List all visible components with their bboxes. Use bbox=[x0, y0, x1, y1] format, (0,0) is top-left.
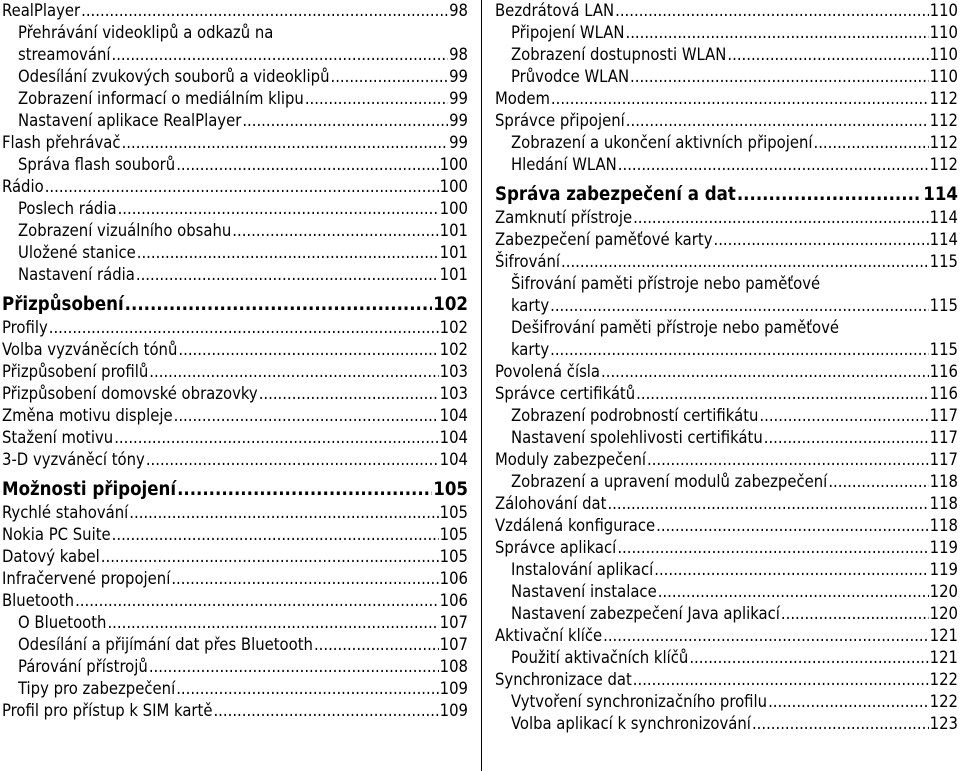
toc-page-number: 105 bbox=[439, 503, 468, 522]
toc-page-number: 112 bbox=[929, 155, 958, 174]
toc-entry[interactable] bbox=[495, 647, 958, 669]
toc-entry-title: RealPlayer bbox=[2, 1, 81, 20]
leader-dots bbox=[171, 568, 438, 590]
toc-entry[interactable] bbox=[2, 427, 468, 449]
toc-entry-title: Zabezpečení paměťové karty bbox=[495, 230, 713, 249]
toc-entry[interactable] bbox=[2, 88, 468, 110]
toc-entry[interactable] bbox=[495, 251, 958, 273]
leader-dots bbox=[125, 293, 433, 317]
toc-entry[interactable] bbox=[495, 154, 958, 176]
toc-entry[interactable] bbox=[495, 229, 958, 251]
toc-section-heading[interactable] bbox=[495, 183, 958, 207]
leader-dots bbox=[101, 546, 439, 568]
toc-entry-title: Zobrazení dostupnosti WLAN bbox=[511, 45, 727, 64]
toc-page-number: 101 bbox=[439, 265, 468, 284]
toc-page-number: 99 bbox=[449, 133, 468, 152]
toc-page-number: 103 bbox=[439, 384, 468, 403]
leader-dots bbox=[259, 383, 439, 405]
toc-page-number: 102 bbox=[433, 294, 468, 315]
toc-entry[interactable] bbox=[495, 273, 958, 317]
toc-entry[interactable] bbox=[495, 132, 958, 154]
toc-page-number: 102 bbox=[439, 340, 468, 359]
toc-entry[interactable] bbox=[2, 361, 468, 383]
leader-dots bbox=[647, 449, 929, 471]
toc-entry-title: Průvodce WLAN bbox=[511, 67, 630, 86]
column-divider bbox=[481, 0, 482, 771]
toc-section-heading[interactable] bbox=[2, 293, 468, 317]
leader-dots bbox=[242, 110, 448, 132]
toc-page-number: 122 bbox=[929, 670, 958, 689]
toc-entry[interactable] bbox=[495, 449, 958, 471]
toc-entry[interactable] bbox=[2, 700, 468, 722]
toc-entry[interactable] bbox=[495, 88, 958, 110]
leader-dots bbox=[781, 603, 929, 625]
leader-dots bbox=[314, 634, 439, 656]
leader-dots bbox=[764, 427, 929, 449]
toc-entry-title: Modem bbox=[495, 89, 550, 108]
toc-entry-title: Přizpůsobení bbox=[2, 294, 124, 315]
toc-page-number: 108 bbox=[439, 657, 468, 676]
leader-dots bbox=[331, 66, 449, 88]
leader-dots bbox=[633, 207, 929, 229]
toc-page-number: 100 bbox=[439, 155, 468, 174]
toc-entry[interactable] bbox=[2, 132, 468, 154]
toc-entry-title: Správa zabezpečení a dat bbox=[495, 184, 736, 205]
toc-entry[interactable] bbox=[495, 405, 958, 427]
toc-entry-title: Dešifrování paměti přístroje nebo paměťové bbox=[511, 318, 840, 337]
leader-dots bbox=[176, 154, 438, 176]
toc-page-number: 115 bbox=[929, 252, 958, 271]
toc-page-number: 119 bbox=[929, 560, 958, 579]
toc-page-number: 117 bbox=[929, 428, 958, 447]
leader-dots bbox=[689, 647, 928, 669]
toc-entry-title: Infračervené propojení bbox=[2, 569, 171, 588]
toc-entry[interactable] bbox=[495, 22, 958, 44]
toc-entry[interactable] bbox=[2, 220, 468, 242]
toc-entry-title: Vytvoření synchronizačního profilu bbox=[511, 692, 768, 711]
toc-entry-title: O Bluetooth bbox=[18, 613, 107, 632]
toc-entry-title: Přizpůsobení domovské obrazovky bbox=[2, 384, 258, 403]
leader-dots bbox=[137, 242, 439, 264]
leader-dots bbox=[107, 612, 438, 634]
toc-entry[interactable] bbox=[2, 502, 468, 524]
leader-dots bbox=[828, 471, 928, 493]
leader-dots bbox=[618, 154, 929, 176]
toc-entry[interactable] bbox=[495, 110, 958, 132]
toc-page-number: 106 bbox=[439, 569, 468, 588]
toc-entry-title: Správa flash souborů bbox=[18, 155, 176, 174]
toc-entry[interactable] bbox=[2, 678, 468, 700]
toc-entry[interactable] bbox=[2, 656, 468, 678]
toc-entry-title: Rádio bbox=[2, 177, 44, 196]
leader-dots bbox=[814, 132, 929, 154]
toc-entry[interactable] bbox=[2, 66, 468, 88]
leader-dots bbox=[601, 361, 929, 383]
toc-page-number: 100 bbox=[439, 177, 468, 196]
leader-dots bbox=[49, 317, 439, 339]
toc-entry-title: Stažení motivu bbox=[2, 428, 114, 447]
toc-page-number: 118 bbox=[929, 472, 958, 491]
toc-page-number: 105 bbox=[433, 479, 468, 500]
leader-dots bbox=[112, 524, 439, 546]
toc-page-number: 115 bbox=[929, 340, 958, 359]
toc-entry[interactable] bbox=[495, 427, 958, 449]
toc-entry-title: Nastavení aplikace RealPlayer bbox=[18, 111, 242, 130]
leader-dots bbox=[45, 176, 439, 198]
toc-page-number: 105 bbox=[439, 525, 468, 544]
leader-dots bbox=[607, 493, 928, 515]
toc-entry-title: Správce aplikací bbox=[495, 538, 617, 557]
leader-dots bbox=[111, 44, 448, 66]
toc-entry-title: Nastavení instalace bbox=[511, 582, 657, 601]
toc-entry-title: Vzdálená konfigurace bbox=[495, 516, 656, 535]
toc-entry[interactable] bbox=[495, 537, 958, 559]
toc-entry[interactable] bbox=[495, 669, 958, 691]
toc-entry-title: Instalování aplikací bbox=[511, 560, 654, 579]
toc-entry[interactable] bbox=[2, 242, 468, 264]
toc-entry[interactable] bbox=[495, 361, 958, 383]
toc-entry[interactable] bbox=[495, 691, 958, 713]
leader-dots bbox=[122, 132, 449, 154]
toc-page-number: 112 bbox=[929, 111, 958, 130]
toc-page-number: 114 bbox=[929, 208, 958, 227]
toc-entry-title: Uložené stanice bbox=[18, 243, 136, 262]
toc-entry[interactable] bbox=[2, 264, 468, 286]
toc-entry[interactable] bbox=[495, 383, 958, 405]
leader-dots bbox=[305, 88, 448, 110]
toc-entry-title: Volba vyzváněcích tónů bbox=[2, 340, 178, 359]
leader-dots bbox=[118, 198, 439, 220]
toc-page-number: 114 bbox=[929, 230, 958, 249]
toc-entry[interactable] bbox=[2, 22, 468, 66]
toc-entry[interactable] bbox=[2, 449, 468, 471]
toc-entry[interactable] bbox=[495, 515, 958, 537]
toc-page-number: 101 bbox=[439, 243, 468, 262]
toc-page-number: 104 bbox=[439, 450, 468, 469]
toc-entry[interactable] bbox=[2, 317, 468, 339]
toc-page-number: 110 bbox=[929, 23, 958, 42]
toc-page-number: 109 bbox=[439, 679, 468, 698]
leader-dots bbox=[81, 0, 448, 22]
toc-entry-title: Použití aktivačních klíčů bbox=[511, 648, 689, 667]
leader-dots bbox=[768, 691, 929, 713]
leader-dots bbox=[658, 581, 929, 603]
toc-page-number: 106 bbox=[439, 591, 468, 610]
leader-dots bbox=[149, 656, 439, 678]
toc-entry[interactable] bbox=[495, 66, 958, 88]
toc-entry[interactable] bbox=[2, 154, 468, 176]
toc-entry-title: Bezdrátová LAN bbox=[495, 1, 615, 20]
toc-entry-title: Odesílání a přijímání dat přes Bluetooth bbox=[18, 635, 313, 654]
toc-entry-title: Připojení WLAN bbox=[511, 23, 625, 42]
toc-entry-title: Moduly zabezpečení bbox=[495, 450, 646, 469]
toc-entry-title: Profily bbox=[2, 318, 48, 337]
toc-entry-title: Flash přehrávač bbox=[2, 133, 121, 152]
toc-entry-title: Nastavení zabezpečení Java aplikací bbox=[511, 604, 780, 623]
leader-dots bbox=[136, 264, 439, 286]
leader-dots bbox=[752, 713, 929, 735]
toc-entry-title: Zobrazení podrobností certifikátu bbox=[511, 406, 759, 425]
leader-dots bbox=[636, 383, 929, 405]
toc-entry-title-cont: streamování bbox=[18, 45, 111, 64]
leader-dots bbox=[654, 559, 928, 581]
toc-page-number: 103 bbox=[439, 362, 468, 381]
toc-entry[interactable] bbox=[2, 590, 468, 612]
toc-entry[interactable] bbox=[495, 0, 958, 22]
toc-page-number: 99 bbox=[449, 67, 468, 86]
toc-entry-title: Zobrazení vizuálního obsahu bbox=[18, 221, 232, 240]
toc-entry[interactable] bbox=[2, 546, 468, 568]
toc-entry-title: Volba aplikací k synchronizování bbox=[511, 714, 751, 733]
toc-entry-title: Zobrazení a ukončení aktivních připojení bbox=[511, 133, 813, 152]
leader-dots bbox=[617, 537, 928, 559]
toc-entry-title: Šifrování paměti přístroje nebo paměťové bbox=[511, 274, 821, 293]
toc-section-heading[interactable] bbox=[2, 478, 468, 502]
toc-entry-title: Zobrazení informací o mediálním klipu bbox=[18, 89, 304, 108]
toc-entry[interactable] bbox=[2, 568, 468, 590]
toc-entry-title: Profil pro přístup k SIM kartě bbox=[2, 701, 213, 720]
toc-page-number: 110 bbox=[929, 45, 958, 64]
toc-page-number: 117 bbox=[929, 406, 958, 425]
leader-dots bbox=[146, 449, 439, 471]
toc-page-number: 118 bbox=[929, 494, 958, 513]
toc-page-number: 104 bbox=[439, 406, 468, 425]
toc-page-number: 99 bbox=[449, 89, 468, 108]
leader-dots bbox=[75, 590, 439, 612]
toc-entry-title: Nastavení spolehlivosti certifikátu bbox=[511, 428, 763, 447]
toc-entry-title: Správce připojení bbox=[495, 111, 625, 130]
toc-entry[interactable] bbox=[495, 559, 958, 581]
toc-page-number: 116 bbox=[929, 384, 958, 403]
toc-entry[interactable] bbox=[2, 176, 468, 198]
toc-entry[interactable] bbox=[2, 339, 468, 361]
toc-entry-title: Přizpůsobení profilů bbox=[2, 362, 149, 381]
toc-entry[interactable] bbox=[495, 44, 958, 66]
toc-entry[interactable] bbox=[2, 524, 468, 546]
toc-page-number: 105 bbox=[439, 547, 468, 566]
toc-page-number: 104 bbox=[439, 428, 468, 447]
toc-page-number: 116 bbox=[929, 362, 958, 381]
toc-entry-title-cont: karty bbox=[511, 296, 550, 315]
leader-dots bbox=[603, 625, 929, 647]
toc-page-number: 121 bbox=[929, 648, 958, 667]
toc-entry[interactable] bbox=[2, 383, 468, 405]
toc-entry[interactable] bbox=[2, 405, 468, 427]
toc-page-number: 117 bbox=[929, 450, 958, 469]
toc-page-number: 109 bbox=[439, 701, 468, 720]
toc-entry-title: Správce certifikátů bbox=[495, 384, 636, 403]
leader-dots bbox=[727, 44, 928, 66]
toc-entry-title: 3-D vyzváněcí tóny bbox=[2, 450, 145, 469]
leader-dots bbox=[656, 515, 929, 537]
toc-page-number: 98 bbox=[449, 1, 468, 20]
toc-page-number: 114 bbox=[923, 184, 958, 205]
toc-page-number: 107 bbox=[439, 635, 468, 654]
toc-page-number: 110 bbox=[929, 1, 958, 20]
toc-entry-title: Párování přístrojů bbox=[18, 657, 148, 676]
toc-entry[interactable] bbox=[495, 471, 958, 493]
leader-dots bbox=[178, 339, 438, 361]
toc-entry-title: Hledání WLAN bbox=[511, 155, 617, 174]
toc-entry-title: Nastavení rádia bbox=[18, 265, 135, 284]
leader-dots bbox=[149, 361, 438, 383]
toc-entry-title: Nokia PC Suite bbox=[2, 525, 111, 544]
leader-dots bbox=[759, 405, 928, 427]
toc-entry-title: Rychlé stahování bbox=[2, 503, 129, 522]
toc-entry[interactable] bbox=[495, 493, 958, 515]
leader-dots bbox=[626, 110, 929, 132]
leader-dots bbox=[550, 295, 929, 317]
toc-entry-title: Tipy pro zabezpečení bbox=[18, 679, 176, 698]
toc-entry[interactable] bbox=[2, 198, 468, 220]
toc-page-number: 100 bbox=[439, 199, 468, 218]
leader-dots bbox=[174, 405, 439, 427]
toc-entry-line bbox=[495, 339, 958, 361]
toc-entry-title: Poslech rádia bbox=[18, 199, 117, 218]
toc-entry[interactable] bbox=[2, 110, 468, 132]
toc-entry[interactable] bbox=[2, 612, 468, 634]
leader-dots bbox=[561, 251, 929, 273]
leader-dots bbox=[713, 229, 928, 251]
leader-dots bbox=[550, 339, 929, 361]
toc-page-number: 119 bbox=[929, 538, 958, 557]
toc-entry-line bbox=[2, 44, 468, 66]
toc-page-number: 98 bbox=[449, 45, 468, 64]
toc-entry-title: Přehrávání videoklipů a odkazů na bbox=[18, 23, 274, 42]
toc-page-number: 112 bbox=[929, 89, 958, 108]
toc-entry-title: Změna motivu displeje bbox=[2, 406, 173, 425]
toc-entry-title: Odesílání zvukových souborů a videoklipů bbox=[18, 67, 330, 86]
toc-entry-title: Možnosti připojení bbox=[2, 479, 177, 500]
leader-dots bbox=[615, 0, 929, 22]
toc-page-number: 101 bbox=[439, 221, 468, 240]
toc-entry-title: Zamknutí přístroje bbox=[495, 208, 633, 227]
toc-page-number: 123 bbox=[929, 714, 958, 733]
toc-page-number: 102 bbox=[439, 318, 468, 337]
toc-left-column bbox=[2, 0, 468, 722]
toc-page-number: 112 bbox=[929, 133, 958, 152]
leader-dots bbox=[114, 427, 438, 449]
leader-dots bbox=[177, 478, 432, 502]
toc-entry[interactable] bbox=[495, 625, 958, 647]
toc-entry-title: Synchronizace dat bbox=[495, 670, 632, 689]
toc-right-column bbox=[495, 0, 958, 735]
toc-entry-title: Povolená čísla bbox=[495, 362, 601, 381]
toc-entry[interactable] bbox=[2, 0, 468, 22]
toc-entry-title: Datový kabel bbox=[2, 547, 100, 566]
toc-entry[interactable] bbox=[495, 207, 958, 229]
leader-dots bbox=[633, 669, 929, 691]
toc-entry-title: Šifrování bbox=[495, 252, 561, 271]
toc-entry[interactable] bbox=[495, 581, 958, 603]
toc-page-number: 121 bbox=[929, 626, 958, 645]
leader-dots bbox=[625, 22, 928, 44]
toc-entry[interactable] bbox=[495, 713, 958, 735]
toc-page-number: 99 bbox=[449, 111, 468, 130]
leader-dots bbox=[129, 502, 438, 524]
toc-page-number: 107 bbox=[439, 613, 468, 632]
toc-entry[interactable] bbox=[2, 634, 468, 656]
toc-page-number: 115 bbox=[929, 296, 958, 315]
toc-entry-title: Zálohování dat bbox=[495, 494, 607, 513]
toc-entry-title: Aktivační klíče bbox=[495, 626, 603, 645]
leader-dots bbox=[232, 220, 438, 242]
toc-page-number: 122 bbox=[929, 692, 958, 711]
toc-page-number: 118 bbox=[929, 516, 958, 535]
toc-page-number: 120 bbox=[929, 604, 958, 623]
toc-entry-title: Zobrazení a upravení modulů zabezpečení bbox=[511, 472, 828, 491]
leader-dots bbox=[213, 700, 438, 722]
toc-page-number: 110 bbox=[929, 67, 958, 86]
leader-dots bbox=[737, 183, 922, 207]
leader-dots bbox=[176, 678, 438, 700]
toc-entry-title: Bluetooth bbox=[2, 591, 75, 610]
toc-entry[interactable] bbox=[495, 317, 958, 361]
leader-dots bbox=[551, 88, 929, 110]
toc-entry-line bbox=[495, 295, 958, 317]
toc-page-number: 120 bbox=[929, 582, 958, 601]
leader-dots bbox=[630, 66, 929, 88]
toc-entry[interactable] bbox=[495, 603, 958, 625]
toc-entry-title-cont: karty bbox=[511, 340, 550, 359]
